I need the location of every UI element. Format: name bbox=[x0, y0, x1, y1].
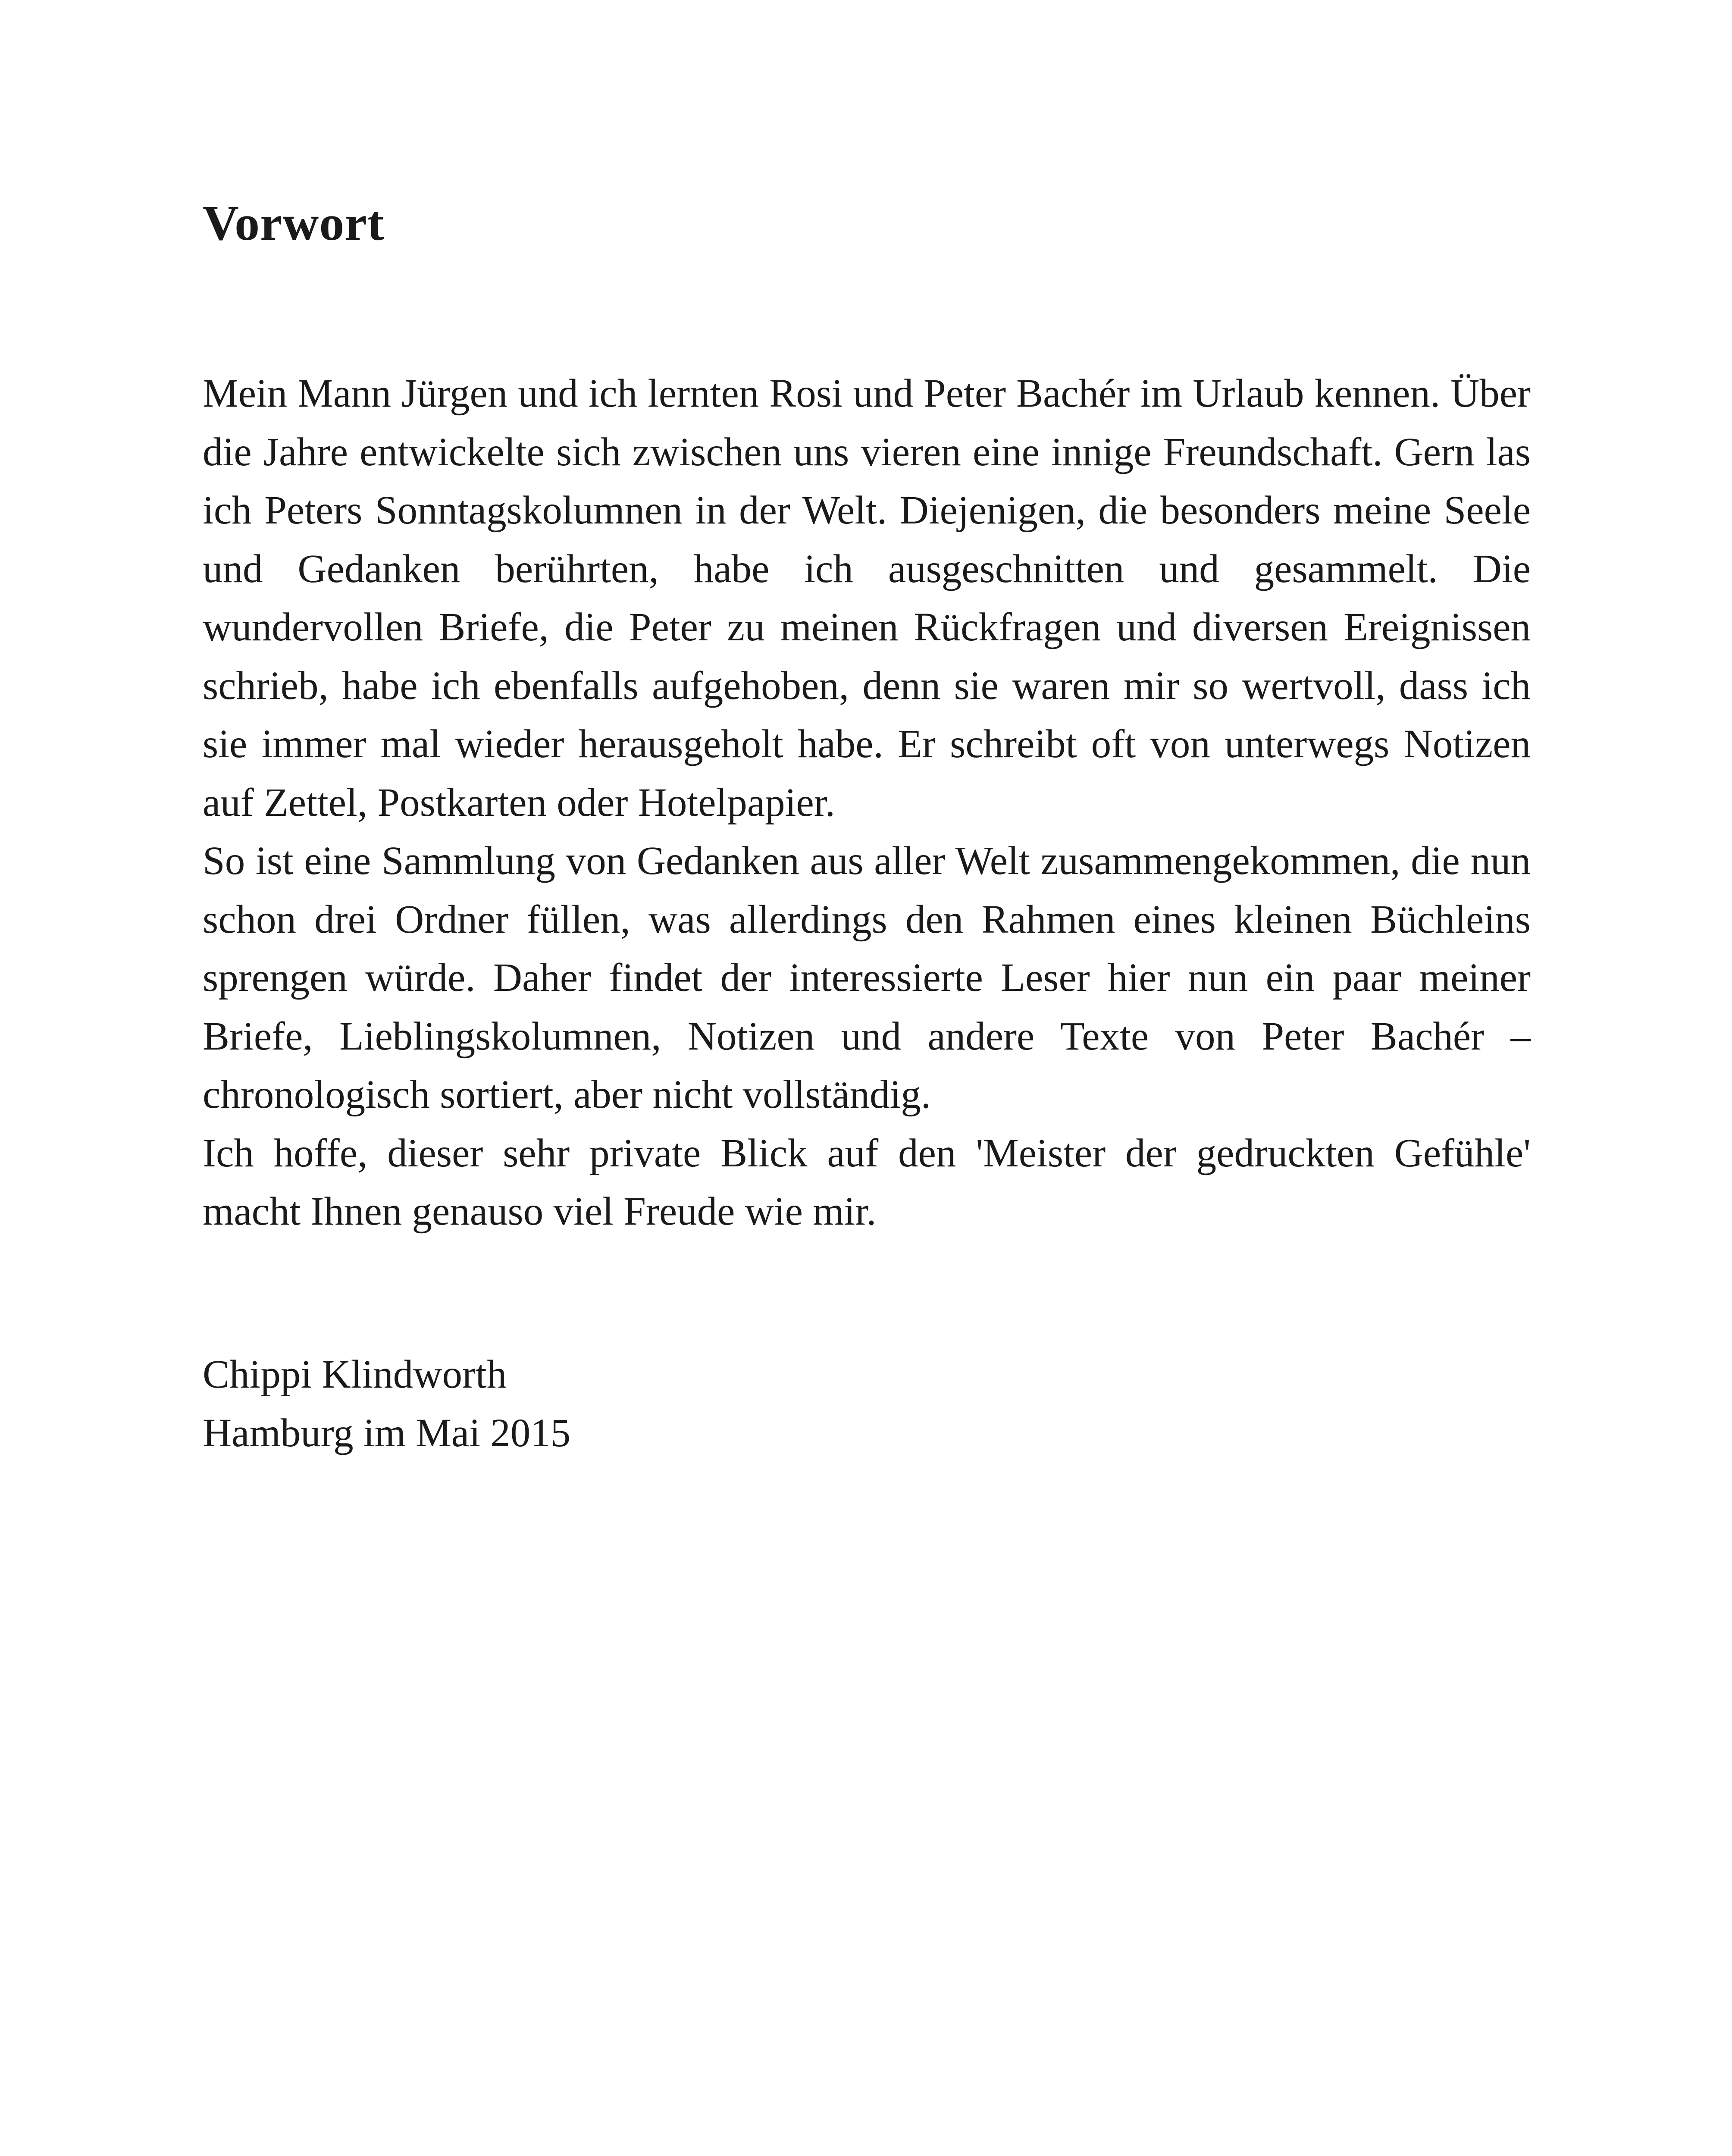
paragraph-3: Ich hoffe, dieser sehr private Blick auf den 'Meister der gedruckten Gefühle' macht Ihnen genauso viel Freude wie mir. bbox=[203, 1131, 1531, 1234]
author-name: Chippi Klindworth bbox=[203, 1352, 507, 1397]
place-date: Hamburg im Mai 2015 bbox=[203, 1410, 571, 1455]
signature-block bbox=[203, 1345, 570, 1462]
paragraph-2: So ist eine Sammlung von Gedanken aus aller Welt zusammengekommen, die nun schon drei Ordner füllen, was allerdings den Rahmen eines kleinen Büchleins sprengen würde. Daher findet der interessierte Leser hier nun ein paar meiner Briefe, Lieblingskolumnen, Notizen und andere Texte von Peter Bachér – chronologisch sortiert, aber nicht vollständig. bbox=[203, 839, 1531, 1117]
body-text bbox=[203, 364, 1531, 1241]
page-title: Vorwort bbox=[203, 196, 385, 251]
paragraph-1: Mein Mann Jürgen und ich lernten Rosi und Peter Bachér im Urlaub kennen. Über die Jahre entwickelte sich zwischen uns vieren eine innige Freundschaft. Gern las ich Peters Sonntagskolumnen in der Welt. Diejenigen, die besonders meine Seele und Gedanken berührten, habe ich ausgeschnitten und gesammelt. Die wundervollen Briefe, die Peter zu meinen Rückfragen und diversen Ereignissen schrieb, habe ich ebenfalls aufgehoben, denn sie waren mir so wertvoll, dass ich sie immer mal wieder herausgeholt habe. Er schreibt oft von unterwegs Notizen auf Zettel, Postkarten oder Hotelpapier. bbox=[203, 371, 1531, 825]
